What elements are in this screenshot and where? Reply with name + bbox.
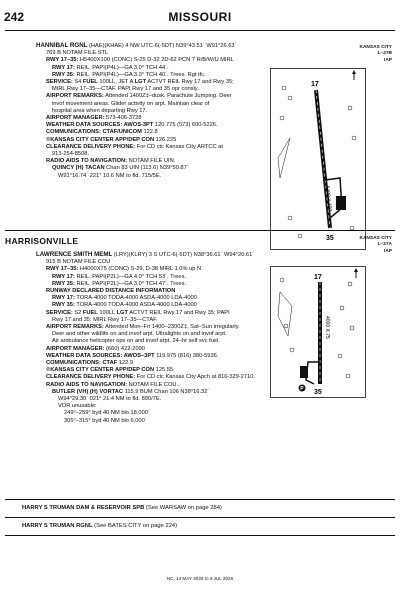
airport-manager-phone: (660) 422-2090 [106, 345, 145, 352]
trees [280, 278, 354, 378]
apron [336, 196, 346, 210]
taxiway [306, 362, 320, 384]
runway-end-label: 17 [314, 274, 322, 281]
airport-diagram-harrisonville [270, 266, 366, 398]
communications: 122.9 [118, 360, 134, 367]
runway-info: H5400X100 (CONC) S-25 D-32 2D-62 PCN 7 R/B/W/U MIRL [79, 57, 234, 64]
radio-aids: NOTAM FILE COU.. [128, 381, 180, 388]
runway-end-info: REIL. PAPI(P2L)—GA 4.0° TCH 53´. Trees. [76, 273, 187, 280]
runway-end-label: 17 [311, 81, 319, 88]
apron [300, 366, 308, 378]
navaid-info: 115.9 BUM Chan 106 N38°16.32´ [124, 388, 210, 395]
airport-remarks: Attended 1400Z‡–dusk. Parachute Jumping. Deer [105, 93, 232, 100]
section-rule [5, 230, 395, 231]
declared-distance-heading: RUNWAY DECLARED DISTANCE INFORMATION [46, 288, 176, 295]
clearance-phone: For CD ctc Kansas City Apch at 816-329-2710. [136, 374, 255, 381]
runway-end-info: REIL. PAPI(P4L)—GA 3.0° TCH 44´. [76, 64, 169, 71]
runway-end-info: REIL. PAPI(P2L)—GA 3.0° TCH 47´. Trees. [76, 280, 187, 287]
harrisonville-entry: LAWRENCE SMITH MEML (LRY)(KLRY) 3 S UTC-6(-5DT) N38°36.61´ W94°20.61´ 915 B NOTAM FILE COU RWY 17–35: H4000X75 (CONC) S-29, D-38 MIRL 1.0% up N RWY 17: REIL. PAPI(P2L)—GA 4.0° TCH 53´. Trees. RWY 35: REIL. PAPI(P2L)—GA 3.0° TCH 47´. Trees. RUNWAY DECLARED DISTANCE INFORMATION RWY 17: TORA-4000 TODA-4000 ASDA-4000 LDA-4000 RWY 35: TORA-4000 TODA-4000 ASDA-4000 LDA-4000 SERVICE: S2 FUEL 100LL LGT ACTVT REIL Rwy 17 and Rwy 35; PAPI Rwy 17 and 35; MIRL Rwy 17–35—CTAF. AIRPORT REMARKS: Attended Mon–Fri 1400–2300Z‡, Sat–Sun irregularly. Deer and other wildlife on and invof arpt. Ultralights on and invof arpt. Air ambulance helicopter ops on and invof arpt. 24–hr self svc fuel. AIRPORT MANAGER: (660) 422-2090 WEATHER DATA SOURCES: AWOS–3PT 119.975 (816) 380-5936. COMMUNICATIONS: CTAF 122.9 ®KANSAS CITY CENTER APP/DEP CON 125.55 CLEARANCE DELIVERY PHONE: For CD ctc Kansas City Apch at 816-329-2710. RADIO AIDS TO NAVIGATION: NOTAM FILE COU.. BUTLER (VH) (H) VORTAC 115.9 BUM Chan 106 N38°16.32´ W94°29.30´ 021° 21.4 NM to fld. 890/7E. VOR unusable: 249°–259° byd 40 NM blo 18,000´ 305°–315° byd 40 NM blo 6,000´ [36, 251, 255, 424]
runway-dimension-label: 5400 X 100 [324, 185, 333, 212]
city-name: HARRISONVILLE [5, 236, 79, 246]
airport-manager-phone: 573-406-3728 [106, 115, 142, 122]
page-header [0, 0, 400, 32]
weather-sources: 120.775 (573) 600-5226. [154, 122, 218, 129]
declared-distance-info: TORA-4000 TODA-4000 ASDA-4000 LDA-4000 [76, 302, 197, 309]
airport-header-info: (LRY)(KLRY) 3 S UTC-6(-5DT) N38°36.61´ W94°20.61´ [113, 252, 255, 258]
effective-dates: NC, 14 MAY 2026 to 9 JUL 2026 [166, 576, 234, 581]
service-info: ACTVT REIL Rwy 17 and Rwy 35; [147, 79, 234, 86]
airport-header-info: (HAE)(KHAE) 4 NW UTC-6(-5DT) N39°43.51´ W91°26.63´ [89, 43, 237, 49]
runway-end-info: REIL. PAPI(P4L)—GA 3.0° TCH 40´. Trees. Rgt tfc. [76, 71, 206, 78]
service-info: ACTVT REIL Rwy 17 and Rwy 35; PAPI [129, 309, 230, 316]
radio-aids: NOTAM FILE UIN. [128, 158, 176, 165]
header-rule [5, 30, 395, 31]
navaid-info: Chan 83 UIN (113.6) N39°50.87´ [106, 165, 189, 172]
circle-r-icon: ® [46, 367, 51, 374]
harrisonville-side-labels: KANSAS CITY L–27A IAP [359, 236, 392, 254]
communications: 122.8 [143, 129, 158, 136]
cross-reference: HARRY S TRUMAN RGNL (See BATES CITY on page 224) [22, 523, 178, 529]
runway-info: H4000X75 (CONC) S-29, D-38 MIRL 1.0% up N [79, 266, 202, 273]
page-number: 242 [4, 10, 25, 24]
cross-reference: HARRY S TRUMAN DAM & RESERVOIR SPB (See WARSAW on page 284) [22, 505, 222, 511]
runway-dimension-label: 4000 X 75 [324, 316, 330, 339]
airport-elevation-notam: 915 B NOTAM FILE COU [46, 259, 111, 266]
vor-unusable: VOR unusable: [58, 403, 97, 410]
runway-end-label: 35 [314, 389, 322, 396]
circle-r-icon: ® [46, 136, 51, 143]
hannibal-side-labels: KANSAS CITY L–27B IAP [359, 45, 392, 63]
airport-diagram-hannibal [270, 68, 366, 250]
svg-text:P: P [300, 386, 304, 392]
declared-distance-info: TORA-4000 TODA-4000 ASDA-4000 LDA-4000 [76, 295, 197, 302]
state-title: MISSOURI [168, 10, 232, 24]
airport-remarks: Attended Mon–Fri 1400–2300Z‡, Sat–Sun irregularly. [105, 324, 240, 331]
hannibal-entry: HANNIBAL RGNL (HAE)(KHAE) 4 NW UTC-6(-5DT) N39°43.51´ W91°26.63´ 769 B NOTAM FILE STL RWY 17–35: H5400X100 (CONC) S-25 D-32 2D-62 PCN 7 R/B/W/U MIRL RWY 17: REIL. PAPI(P4L)—GA 3.0° TCH 44´. RWY 35: REIL. PAPI(P4L)—GA 3.0° TCH 40´. Trees. Rgt tfc. SERVICE: S4 FUEL 100LL, JET A LGT ACTVT REIL Rwy 17 and Rwy 35; MIRL Rwy 17–35—CTAF. PAPI Rwy 17 and 35 opr consly. AIRPORT REMARKS: Attended 1400Z‡–dusk. Parachute Jumping. Deer invof movement areas. Glider activity on arpt. Maintain clear of hospital area when departing Rwy 17. AIRPORT MANAGER: 573-406-3728 WEATHER DATA SOURCES: AWOS-3PT 120.775 (573) 600-5226. COMMUNICATIONS: CTAF/UNICOM 122.8 ®KANSAS CITY CENTER APP/DEP CON 126.225 CLEARANCE DELIVERY PHONE: For CD ctc Kansas City ARTCC at 913-254-8508. RADIO AIDS TO NAVIGATION: NOTAM FILE UIN. QUINCY (H) TACAN Chan 83 UIN (113.6) N39°50.87´ W91°16.74´ 221° 10.6 NM to fld. 715/5E. [36, 42, 237, 179]
clearance-phone: For CD ctc Kansas City ARTCC at [136, 143, 223, 150]
airport-name: HANNIBAL RGNL [36, 42, 88, 49]
airport-elevation-notam: 769 B NOTAM FILE STL [46, 50, 109, 57]
weather-sources: 119.975 (816) 380-5936. [156, 352, 219, 359]
airport-name: LAWRENCE SMITH MEML [36, 251, 113, 258]
runway-end-label: 35 [326, 235, 334, 242]
